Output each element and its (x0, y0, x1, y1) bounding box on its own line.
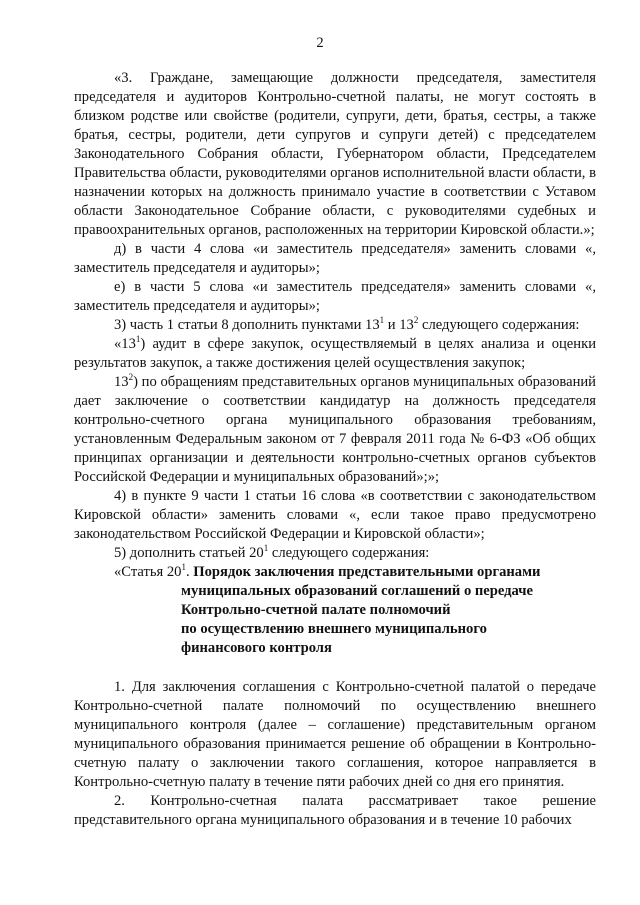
item3-text-a: 3) часть 1 статьи 8 дополнить пунктами 13 (114, 317, 380, 333)
page-number: 2 (316, 35, 324, 51)
paragraph-item-d: д) в части 4 слова «и заместитель председателя» заменить словами «, заместитель председателя и аудиторы»; (74, 241, 596, 276)
p13-2-text-b: ) по обращениям представительных органов муниципальных образований дает заключение о соответствии кандидатур на должность председателя контрольно-счетного органа муниципального образования требованиям, установленным Федеральным законом от 7 февраля 2011 года № 6-ФЗ «Об общих принципах организации и деятельности контрольно-счетных органов субъектов Российской Федерации и муниципальных образований»;»; (74, 374, 596, 485)
article-label-text: «Статья 20 (114, 564, 182, 580)
article-label-dot: . (185, 564, 194, 580)
p13-1-text-a: «13 (114, 336, 136, 352)
clause-2: 2. Контрольно-счетная палата рассматривает такое решение представительного органа муниципального образования и в течение 10 рабочих (74, 793, 596, 828)
item3-sup-2: 2 (413, 315, 419, 325)
item3-text-c: следующего содержания: (418, 317, 580, 333)
item3-text-b: и 13 (384, 317, 414, 333)
paragraph-13-1 (74, 335, 596, 373)
item3-sup-1: 1 (379, 315, 385, 325)
spacer (74, 658, 596, 678)
paragraph-part3: «3. Граждане, замещающие должности председателя, заместителя председателя и аудиторов Контрольно-счетной палаты, не могут состоять в близком родстве или свойстве (родители, супруги, дети, братья, сестры, а также братья, сестры, родители, дети супругов и супруги детей) с председателем Законодательного Собрания области, Губернатором области, Председателем Правительства области, руководителями органов исполнительной власти области, в назначении которых на должность принимало участие в соответствии с Уставом области Законодательное Собрание области, с руководителями судебных и правоохранительных органов, расположенных на территории Кировской области.»; (74, 70, 596, 238)
p13-2-text-a: 13 (114, 374, 129, 390)
paragraph-item-5 (74, 544, 596, 563)
p13-2-sup: 2 (128, 372, 134, 382)
item5-text-a: 5) дополнить статьей 20 (114, 545, 264, 561)
document-body (74, 69, 596, 830)
item5-text-b: следующего содержания: (268, 545, 430, 561)
article-heading (74, 563, 596, 658)
article-title-line-3: Контрольно-счетной палате полномочий (181, 602, 451, 618)
paragraph-item-3 (74, 316, 596, 335)
article-heading-first-line (74, 563, 596, 582)
paragraph-item-e: е) в части 5 слова «и заместитель председателя» заменить словами «, заместитель председателя и аудиторы»; (74, 279, 596, 314)
paragraph-item-4: 4) в пункте 9 части 1 статьи 16 слова «в соответствии с законодательством Кировской области» заменить словами «, если такое право предусмотрено законодательством Российской Федерации и Кировской области»; (74, 488, 596, 542)
p13-1-text-b: ) аудит в сфере закупок, осуществляемый в целях анализа и оценки результатов закупок, а также достижения целей осуществления закупок; (74, 336, 596, 371)
article-title-line-2: муниципальных образований соглашений о передаче (181, 583, 533, 599)
paragraph-13-2 (74, 373, 596, 487)
clause-1: 1. Для заключения соглашения с Контрольно-счетной палатой о передаче Контрольно-счетной палате полномочий по осуществлению внешнего муниципального контроля (далее – соглашение) представительным органом муниципального образования принимается решение об обращении в Контрольно-счетную палату о заключении такого соглашения, которое направляется в Контрольно-счетную палату в течение пяти рабочих дней со дня его принятия. (74, 679, 596, 790)
p13-1-sup: 1 (135, 334, 141, 344)
article-label (74, 563, 193, 582)
item5-sup: 1 (263, 543, 269, 553)
article-label-sup: 1 (181, 562, 186, 572)
article-title-line-5: финансового контроля (181, 640, 332, 656)
article-title-line-1: Порядок заключения представительными органами (193, 564, 541, 580)
article-title-line-4: по осуществлению внешнего муниципального (181, 621, 487, 637)
